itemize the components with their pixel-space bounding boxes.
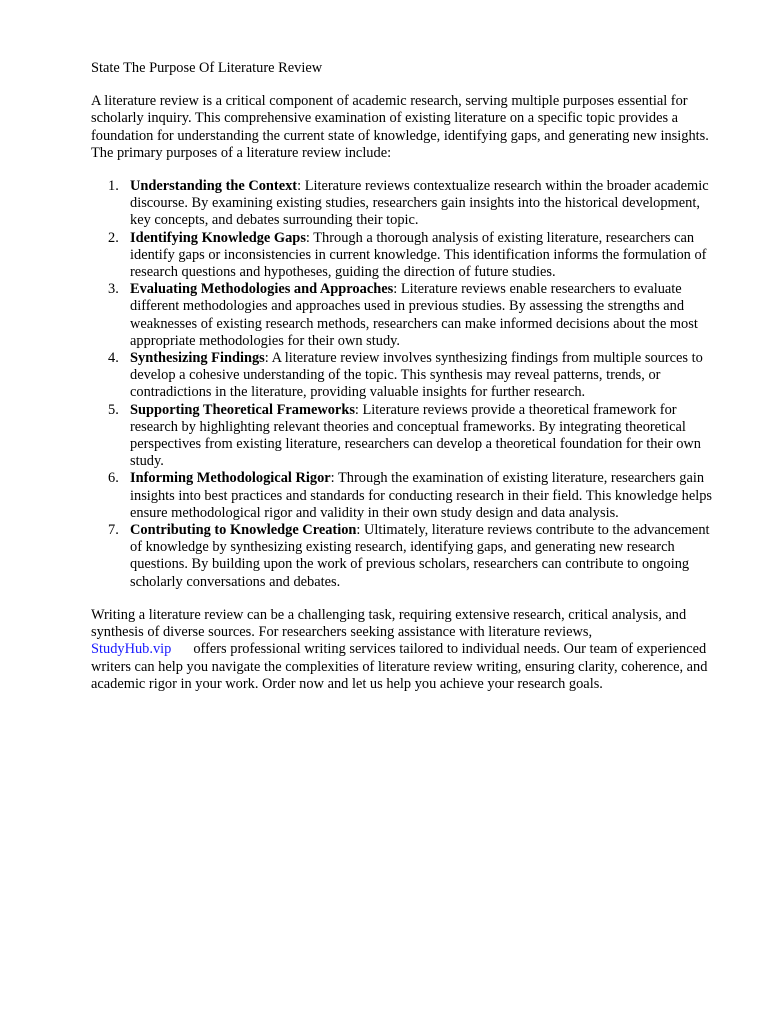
list-item-text: : Through the examination of existing literature, researchers gain insights into best practices and standards for conducting research in their field. This knowledge helps ensure methodological rigor and validity in their own study design and data analysis. [130, 470, 713, 521]
list-item-number: 2. [108, 229, 119, 246]
list-item-number: 5. [108, 401, 119, 418]
closing-text-before-link: Writing a literature review can be a challenging task, requiring extensive research, critical analysis, and synthesis of diverse sources. For researchers seeking assistance with literature reviews, [91, 606, 687, 641]
studyhub-link[interactable]: StudyHub.vip [91, 641, 172, 658]
list-item-number: 1. [108, 178, 119, 195]
list-item-heading: Contributing to Knowledge Creation [130, 522, 357, 539]
closing-text-after-link: offers professional writing services tailored to individual needs. Our team of experienced writers can help you navigate the complexities of literature review writing, ensuring clarity, coherence, and academic rigor in your work. Order now and let us help you achieve your research goals. [91, 641, 708, 692]
list-item-heading: Synthesizing Findings [130, 350, 265, 367]
list-item [91, 230, 721, 282]
list-item-heading: Understanding the Context [130, 178, 298, 195]
list-item [91, 350, 721, 402]
list-item [91, 281, 721, 350]
purpose-list [91, 178, 721, 591]
document-title: State The Purpose Of Literature Review [91, 60, 323, 76]
list-item-heading: Evaluating Methodologies and Approaches [130, 281, 394, 298]
list-item-number: 3. [108, 281, 119, 298]
list-item-text: : Literature reviews provide a theoretical framework for research by highlighting relevant theories and conceptual frameworks. By integrating theoretical perspectives from existing literature, researchers can develop a theoretical foundation for their own study. [130, 401, 701, 470]
list-item [91, 522, 721, 591]
list-item-text: : A literature review involves synthesizing findings from multiple sources to develop a cohesive understanding of the topic. This synthesis may reveal patterns, trends, or contradictions in the literature, providing valuable insights for further research. [130, 350, 703, 401]
list-item-number: 7. [108, 522, 119, 539]
list-item-number: 4. [108, 350, 119, 367]
intro-paragraph: A literature review is a critical component of academic research, serving multiple purposes essential for scholarly inquiry. This comprehensive examination of existing literature on a specific topic provides a foundation for understanding the current state of knowledge, identifying gaps, and generating new insights. The primary purposes of a literature review include: [91, 93, 709, 161]
document-page [91, 60, 721, 693]
list-item-text: : Literature reviews enable researchers to evaluate different methodologies and approaches used in previous studies. By assessing the strengths and weaknesses of existing research methods, researchers can make informed decisions about the most appropriate methodologies for their own study. [130, 281, 698, 349]
list-item [91, 470, 721, 522]
list-item [91, 178, 721, 230]
list-item-heading: Identifying Knowledge Gaps [130, 229, 306, 246]
list-item-text: : Ultimately, literature reviews contribute to the advancement of knowledge by synthesizing existing research, identifying gaps, and generating new research questions. By building upon the work of previous scholars, researchers can contribute to ongoing scholarly conversations and debates. [130, 522, 710, 590]
closing-paragraph [91, 607, 721, 693]
list-item-heading: Informing Methodological Rigor [130, 470, 331, 487]
list-item-number: 6. [108, 470, 119, 487]
list-item-heading: Supporting Theoretical Frameworks [130, 401, 355, 418]
list-item-text: : Literature reviews contextualize research within the broader academic discourse. By examining existing studies, researchers gain insights into the historical development, key concepts, and debates surrounding their topic. [130, 178, 709, 229]
list-item-text: : Through a thorough analysis of existing literature, researchers can identify gaps or inconsistencies in current knowledge. This identification informs the formulation of research questions and hypotheses, guiding the direction of future studies. [130, 229, 707, 281]
list-item [91, 402, 721, 471]
